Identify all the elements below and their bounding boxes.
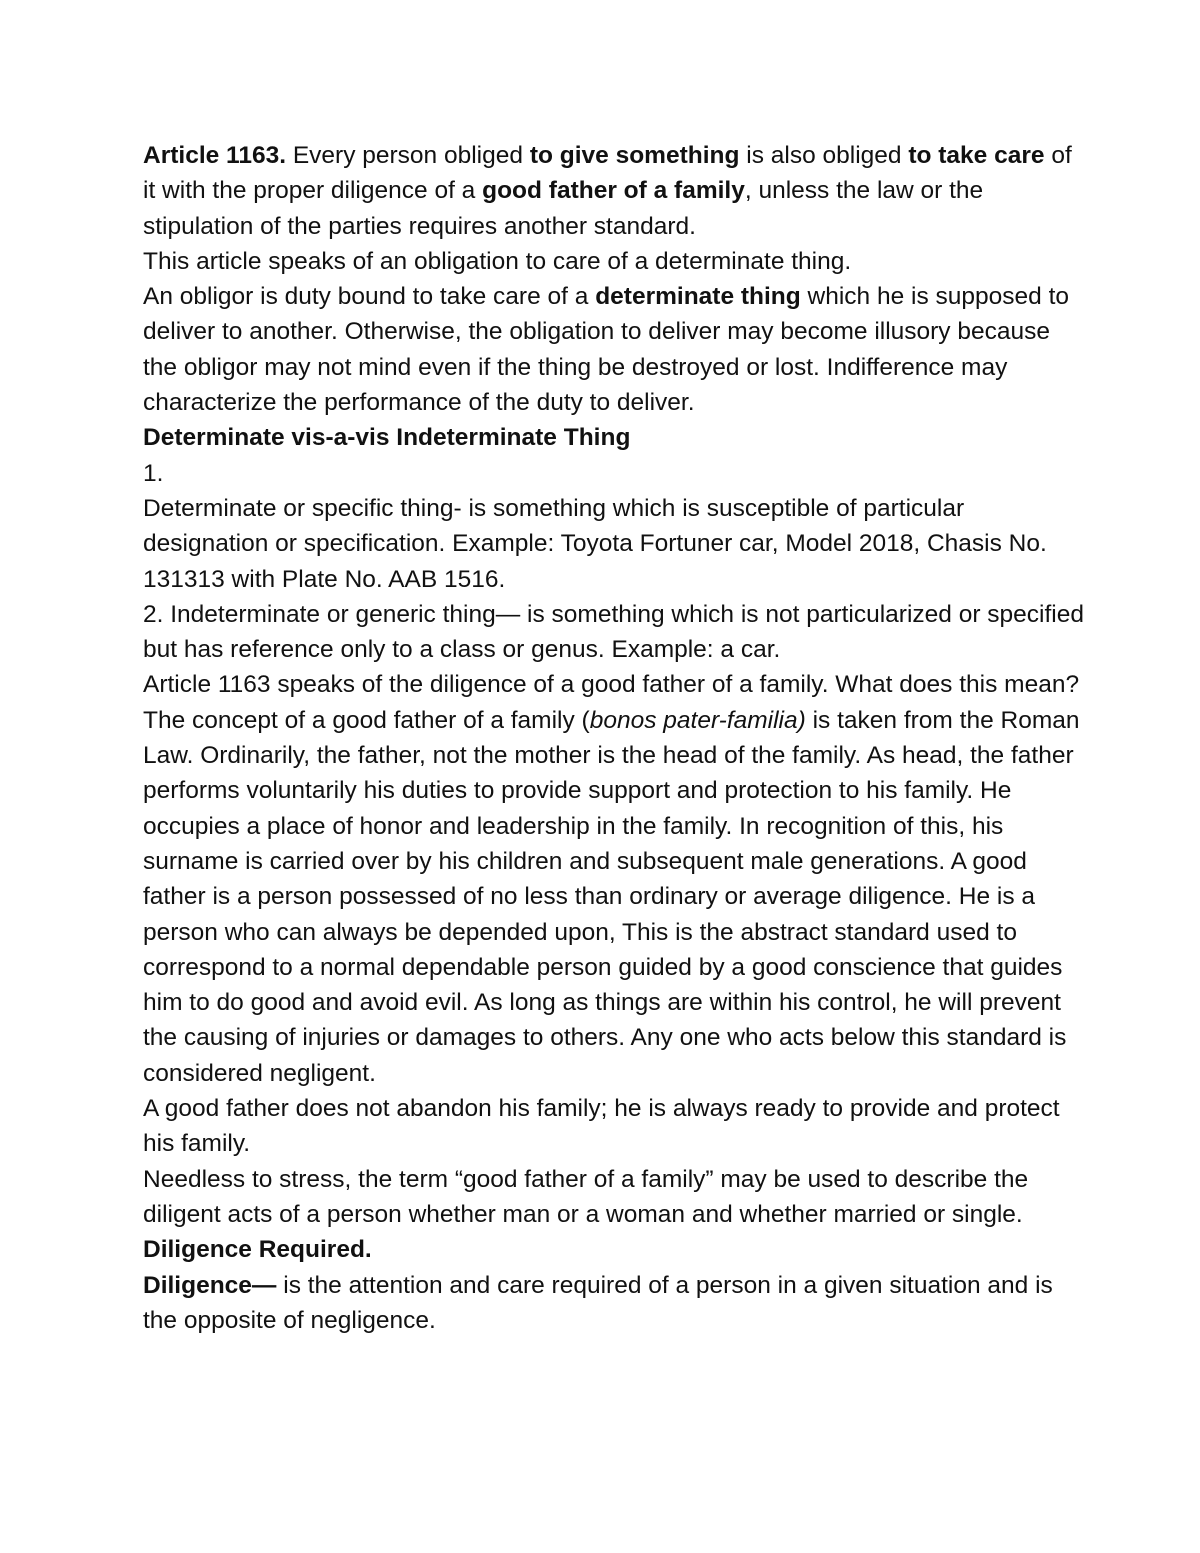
- heading-text: Determinate vis-a-vis Indeterminate Thing: [143, 424, 631, 452]
- paragraph: A good father does not abandon his family; he is always ready to provide and protect his family.: [143, 1095, 1060, 1158]
- paragraph: [143, 279, 1088, 420]
- paragraph: This article speaks of an obligation to care of a determinate thing.: [143, 247, 852, 275]
- bold-phrase: Diligence—: [143, 1271, 277, 1299]
- text-span: which he is supposed to deliver to another. Otherwise, the obligation to deliver may become illusory because the obligor may not mind even if the thing be destroyed or lost. Indifference may characterize the performance of the duty to deliver.: [143, 283, 1070, 417]
- text-span: is also obliged: [739, 142, 909, 169]
- text-span: Every person obliged: [286, 142, 530, 169]
- text-span: is the attention and care required of a person in a given situation and is the opposite of negligence.: [143, 1271, 1053, 1334]
- text-span: of it with the proper diligence of a: [143, 142, 1072, 205]
- paragraph: [143, 703, 1088, 1091]
- paragraph: 2. Indeterminate or generic thing— is something which is not particularized or specified but has reference only to a class or genus. Example: a car.: [143, 600, 1085, 664]
- document-page: [143, 138, 1088, 1338]
- bold-phrase: to take care: [908, 142, 1045, 169]
- italic-phrase: bonos pater-familia): [589, 706, 806, 734]
- text-span: , unless the law or the stipulation of the parties requires another standard.: [143, 177, 984, 240]
- paragraph: Determinate or specific thing- is something which is susceptible of particular designation or specification. Example: Toyota Fortuner car, Model 2018, Chasis No. 131313 with Plate No. AAB 1516.: [143, 494, 1047, 593]
- bold-phrase: good father of a family: [482, 177, 745, 205]
- paragraph: [143, 1268, 1088, 1339]
- text-span: The concept of a good father of a family (: [143, 706, 590, 734]
- text-span: is taken from the Roman Law. Ordinarily, the father, not the mother is the head of the family. As head, the father performs voluntarily his duties to provide support and protection to his family. He occupies a place of honor and leadership in the family. In recognition of this, his surname is carried over by his children and subsequent male generations. A good father is a person possessed of no less than ordinary or average diligence. He is a person who can always be depended upon, This is the abstract standard used to correspond to a normal dependable person guided by a good conscience that guides him to do good and avoid evil. As long as things are within his control, he will prevent the causing of injuries or damages to others. Any one who acts below this standard is considered negligent.: [143, 706, 1080, 1087]
- section-heading: [143, 1232, 1088, 1267]
- heading-text: Diligence Required.: [143, 1236, 372, 1264]
- article-1163-paragraph: [143, 138, 1088, 244]
- bold-phrase: to give something: [529, 142, 740, 169]
- section-heading: [143, 420, 1088, 455]
- paragraph: Needless to stress, the term “good father of a family” may be used to describe the diligent acts of a person whether man or a woman and whether married or single.: [143, 1165, 1029, 1228]
- paragraph: Article 1163 speaks of the diligence of a good father of a family. What does this mean?: [143, 671, 1080, 699]
- list-number: 1.: [143, 459, 164, 487]
- bold-phrase: determinate thing: [595, 283, 801, 311]
- article-heading: Article 1163.: [143, 142, 287, 169]
- text-span: An obligor is duty bound to take care of a: [143, 283, 596, 311]
